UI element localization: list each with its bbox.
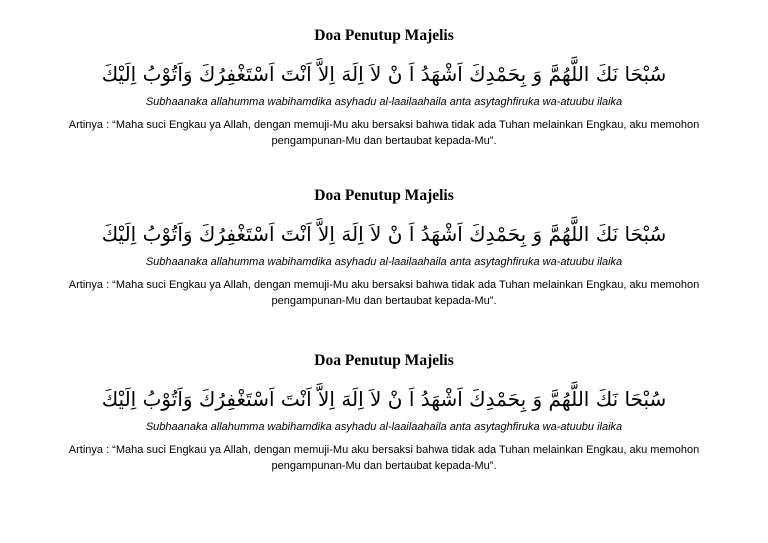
arabic-text: سُبْحَا نَكَ اللَّهُمَّ وَ بِحَمْدِكَ اَشْهَدُ اَ نْ لاَ اِلَهَ اِلاَّ اَنْتَ اَسْتَغْفِرُكَ وَاَتُوْبُ اِلَيْكَ: [101, 387, 667, 411]
prayer-title: Doa Penutup Majelis: [314, 187, 454, 204]
meaning-text: Artinya : “Maha suci Engkau ya Allah, dengan memuji-Mu aku bersaksi bahwa tidak ada Tuhan melainkan Engkau, aku memohon pengampunan-Mu dan bertaubat kepada-Mu”.: [68, 444, 700, 472]
arabic-text: سُبْحَا نَكَ اللَّهُمَّ وَ بِحَمْدِكَ اَشْهَدُ اَ نْ لاَ اِلَهَ اِلاَّ اَنْتَ اَسْتَغْفِرُكَ وَاَتُوْبُ اِلَيْكَ: [101, 62, 667, 86]
transliteration-text: Subhaanaka allahumma wabihamdika asyhadu al-laailaahaila anta asytaghfiruka wa-atuubu ilaika: [145, 256, 623, 268]
prayer-title: Doa Penutup Majelis: [314, 27, 454, 44]
arabic-text: سُبْحَا نَكَ اللَّهُمَّ وَ بِحَمْدِكَ اَشْهَدُ اَ نْ لاَ اِلَهَ اِلاَّ اَنْتَ اَسْتَغْفِرُكَ وَاَتُوْبُ اِلَيْكَ: [101, 222, 667, 246]
prayer-block: [0, 187, 768, 309]
prayer-title: Doa Penutup Majelis: [314, 352, 454, 369]
meaning-text: Artinya : “Maha suci Engkau ya Allah, dengan memuji-Mu aku bersaksi bahwa tidak ada Tuhan melainkan Engkau, aku memohon pengampunan-Mu dan bertaubat kepada-Mu”.: [68, 119, 700, 147]
prayer-block: [0, 352, 768, 474]
meaning-text: Artinya : “Maha suci Engkau ya Allah, dengan memuji-Mu aku bersaksi bahwa tidak ada Tuhan melainkan Engkau, aku memohon pengampunan-Mu dan bertaubat kepada-Mu”.: [68, 279, 700, 307]
transliteration-text: Subhaanaka allahumma wabihamdika asyhadu al-laailaahaila anta asytaghfiruka wa-atuubu ilaika: [145, 96, 623, 108]
prayer-block: [0, 27, 768, 149]
transliteration-text: Subhaanaka allahumma wabihamdika asyhadu al-laailaahaila anta asytaghfiruka wa-atuubu ilaika: [145, 421, 623, 433]
